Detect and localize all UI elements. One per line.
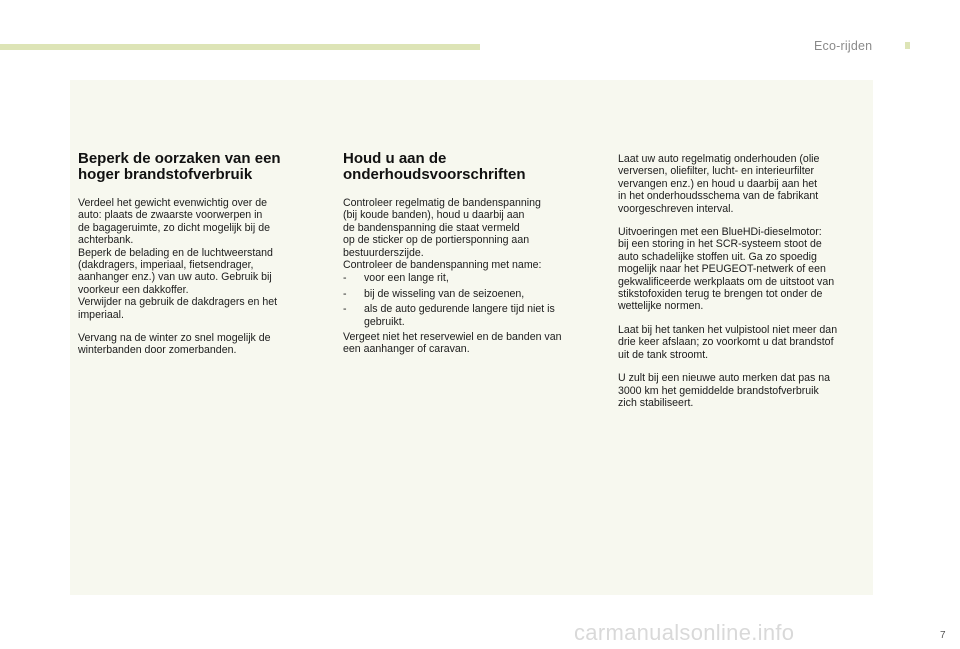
column-service [618, 153, 870, 420]
heading-fuel-consumption: Beperk de oorzaken van een hoger brandstofverbruik [78, 150, 281, 183]
list-item: - bij de wisseling van de seizoenen, [343, 288, 603, 300]
list-item: - als de auto gedurende langere tijd niet is gebruikt. [343, 303, 603, 328]
heading-maintenance: Houd u aan de onderhoudsvoorschriften [343, 150, 526, 183]
page-number: 7 [940, 630, 946, 641]
watermark: carmanualsonline.info [574, 620, 795, 645]
paragraph-bluehdi: Uitvoeringen met een BlueHDi-dieselmotor: bij een storing in het SCR-systeem stoot de auto schadelijke stoffen uit. Ga zo spoedig mogelijk naar het PEUGEOT-netwerk of een gekwalificeerde werkplaats om de uitstoot van stikstofoxiden terug te brengen tot onder de wettelijke normen. [618, 226, 835, 313]
paragraph-winter-tyres: Vervang na de winter zo snel mogelijk de winterbanden door zomerbanden. [78, 332, 271, 357]
header-accent-bar [0, 44, 480, 50]
column-fuel-consumption [78, 151, 314, 368]
column-maintenance [343, 151, 603, 367]
paragraph-refuelling: Laat bij het tanken het vulpistool niet meer dan drie keer afslaan; zo voorkomt u dat brandstof uit de tank stroomt. [618, 323, 838, 361]
list-item: - voor een lange rit, [343, 272, 603, 284]
section-title: Eco-rijden [814, 39, 873, 53]
paragraph-tyre-pressure: Controleer regelmatig de bandenspanning (bij koude banden), houd u daarbij aan de bandenspanning die staat vermeld op de sticker op de portiersponning aan bestuurderszijde. Controleer de bandenspanning met name: [343, 197, 542, 272]
paragraph-new-car: U zult bij een nieuwe auto merken dat pas na 3000 km het gemiddelde brandstofverbruik zich stabiliseert. [618, 372, 831, 409]
tyre-check-list [343, 272, 603, 328]
paragraph-weight-load: Verdeel het gewicht evenwichtig over de auto: plaats de zwaarste voorwerpen in de bagageruimte, zo dicht mogelijk bij de achterbank. Beperk de belading en de luchtweerstand (dakdragers, imperiaal, fietsendrager, aanhanger enz.) van uw auto. Gebruik bij voorkeur een dakkoffer. Verwijder na gebruik de dakdragers en het imperiaal. [78, 197, 278, 321]
content-panel [70, 80, 873, 595]
paragraph-service-interval: Laat uw auto regelmatig onderhouden (olie verversen, oliefilter, lucht- en interieurfilter vervangen enz.) en houd u daarbij aan het in het onderhoudsschema van de fabrikant voorgeschreven interval. [618, 153, 820, 215]
section-marker [905, 42, 910, 49]
paragraph-spare-wheel: Vergeet niet het reservewiel en de banden van een aanhanger of caravan. [343, 331, 562, 356]
